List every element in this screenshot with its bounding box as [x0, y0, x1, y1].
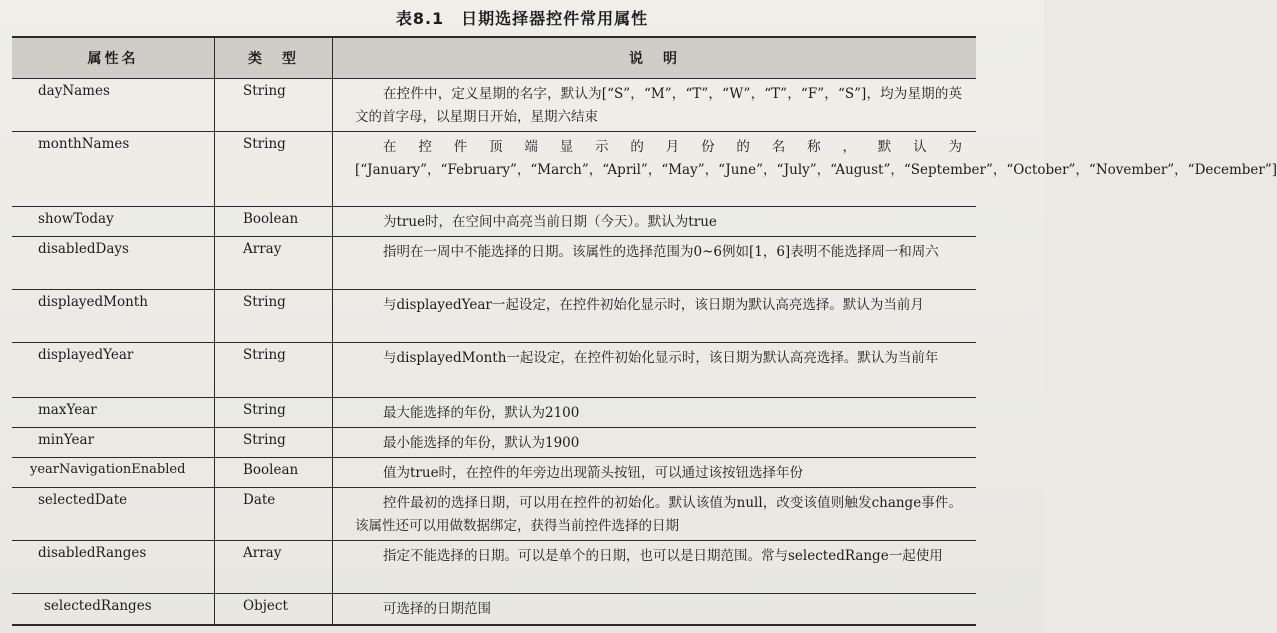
- property-name-cell: yearNavigationEnabled: [30, 462, 186, 477]
- property-name-cell: displayedYear: [38, 347, 134, 363]
- property-name-cell: displayedMonth: [38, 294, 148, 310]
- table-row: [12, 290, 976, 343]
- table-row: [12, 343, 976, 398]
- property-name-cell: disabledDays: [38, 241, 129, 257]
- table-row: [12, 207, 976, 237]
- table-caption: 表8.1 日期选择器控件常用属性: [395, 9, 649, 28]
- property-description-cell: 可选择的日期范围: [332, 594, 976, 624]
- property-type-cell: String: [214, 428, 332, 457]
- property-type-cell: String: [214, 79, 332, 131]
- property-name-cell: minYear: [38, 432, 95, 448]
- property-type-cell: Date: [214, 488, 332, 540]
- property-name-cell: selectedRanges: [44, 598, 152, 614]
- property-description-cell: 与displayedYear一起设定，在控件初始化显示时，该日期为默认高亮选择。默认为当前月: [332, 290, 976, 342]
- header-property-name: 属性名: [87, 51, 139, 67]
- header-description: 说 明: [332, 38, 976, 78]
- table-row: [12, 132, 1277, 207]
- property-type-cell: Object: [214, 594, 332, 624]
- property-description-cell: 在控件中，定义星期的名字，默认为[“S”，“M”，“T”，“W”，“T”，“F”，“S”]，均为星期的英文的首字母，以星期日开始，星期六结束: [332, 79, 976, 131]
- property-type-cell: String: [214, 398, 332, 427]
- header-type: 类 型: [214, 38, 332, 78]
- property-name-cell: showToday: [38, 211, 114, 227]
- table-row: [12, 594, 976, 624]
- property-type-cell: String: [214, 343, 332, 397]
- property-description-cell: 为true时，在空间中高亮当前日期（今天）。默认为true: [332, 207, 976, 236]
- property-name-cell: monthNames: [38, 136, 130, 152]
- property-description-cell: 指明在一周中不能选择的日期。该属性的选择范围为0~6例如[1，6]表明不能选择周一和周六: [332, 237, 976, 289]
- table-row: [12, 398, 976, 428]
- property-type-cell: Array: [214, 237, 332, 289]
- property-description-cell: 与displayedMonth一起设定，在控件初始化显示时，该日期为默认高亮选择。默认为当前年: [332, 343, 976, 397]
- property-name-cell: maxYear: [38, 402, 97, 418]
- property-type-cell: String: [214, 132, 332, 206]
- table-row: [12, 458, 976, 488]
- property-name-cell: selectedDate: [38, 492, 128, 508]
- property-description-cell: 控件最初的选择日期，可以用在控件的初始化。默认该值为null，改变该值则触发change事件。该属性还可以用做数据绑定，获得当前控件选择的日期: [332, 488, 976, 540]
- table-row: [12, 488, 976, 541]
- property-description-cell: 在控件顶端显示的月份的名称，默认为[“January”，“February”，“March”，“April”，“May”，“June”，“July”，“August”，“September”，“October”，“November”，“December”]: [332, 132, 976, 206]
- property-type-cell: Boolean: [214, 207, 332, 236]
- property-type-cell: String: [214, 290, 332, 342]
- properties-table: [12, 36, 1277, 626]
- table-header-row: [12, 38, 976, 79]
- property-name-cell: dayNames: [38, 83, 110, 99]
- table-row: [12, 428, 976, 458]
- property-description-cell: 最小能选择的年份，默认为1900: [332, 428, 976, 457]
- property-type-cell: Array: [214, 541, 332, 593]
- table-row: [12, 541, 976, 594]
- table-row: [12, 79, 976, 132]
- property-description-cell: 最大能选择的年份，默认为2100: [332, 398, 976, 427]
- property-description-cell: 值为true时，在控件的年旁边出现箭头按钮，可以通过该按钮选择年份: [332, 458, 976, 487]
- property-name-cell: disabledRanges: [38, 545, 147, 561]
- table-row: [12, 237, 976, 290]
- property-description-cell: 指定不能选择的日期。可以是单个的日期，也可以是日期范围。常与selectedRange一起使用: [332, 541, 976, 593]
- property-type-cell: Boolean: [214, 458, 332, 487]
